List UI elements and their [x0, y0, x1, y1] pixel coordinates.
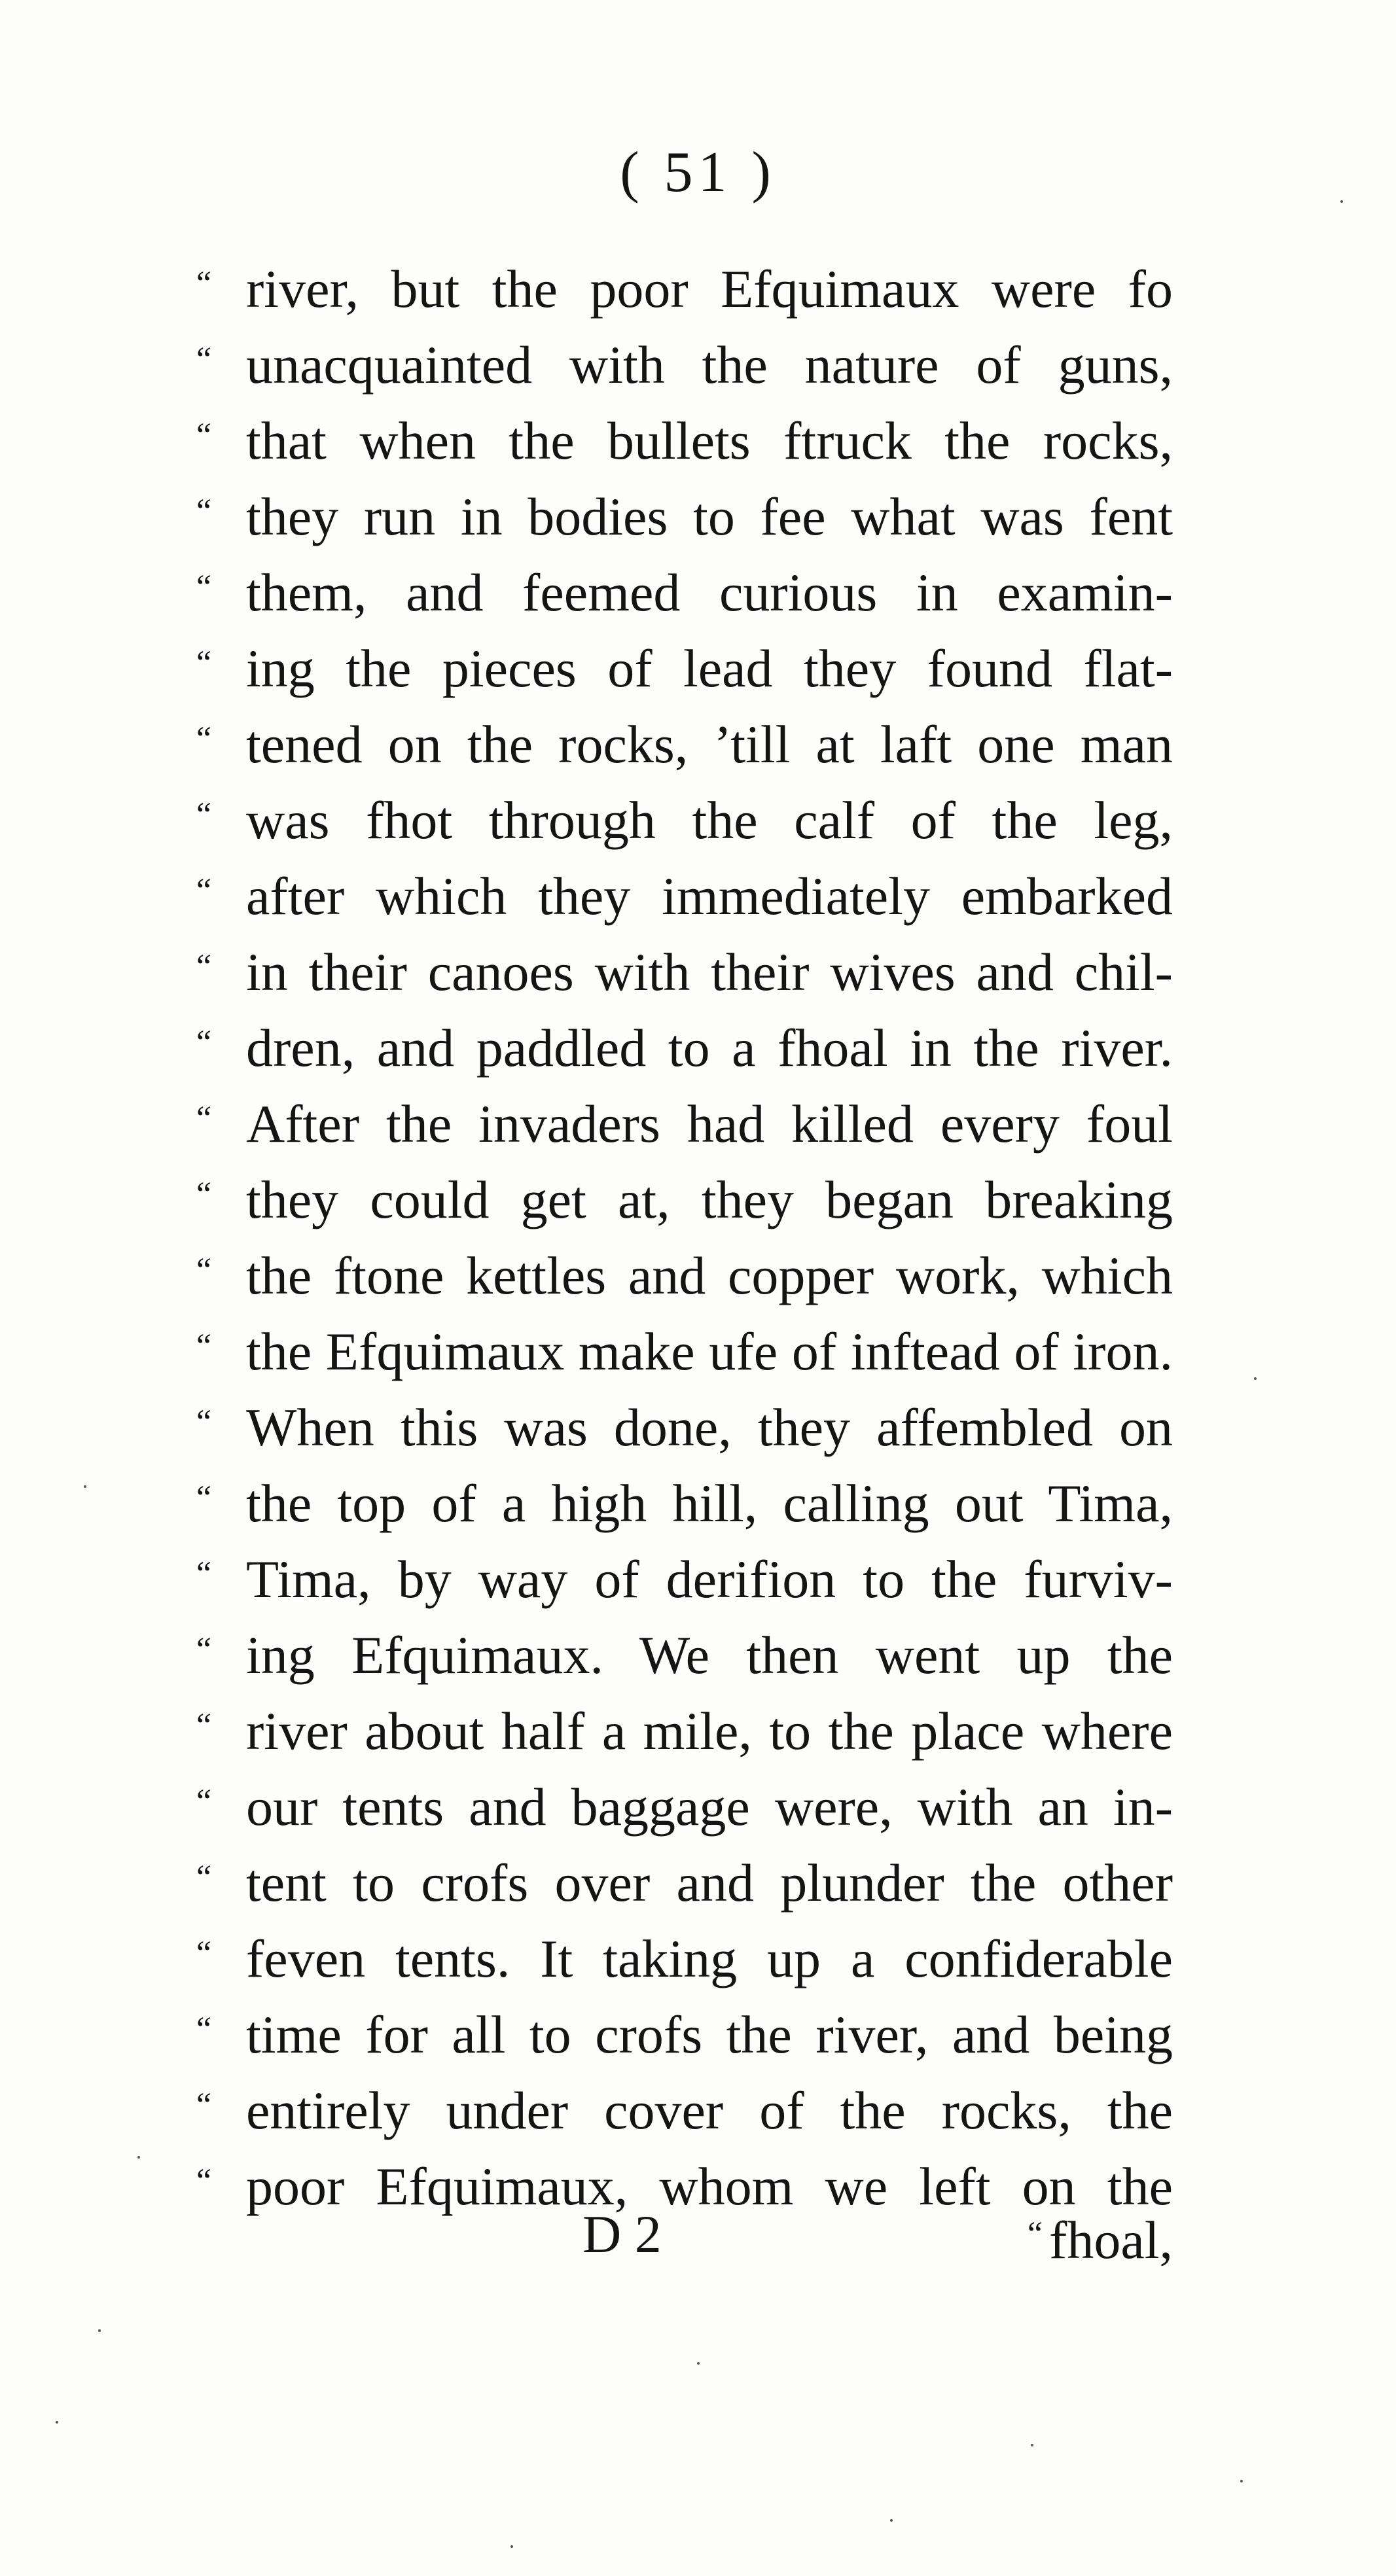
paper-speck — [890, 2519, 893, 2522]
catchword-text: fhoal, — [1049, 2210, 1173, 2270]
paper-speck — [510, 2545, 513, 2548]
line-text: feven tents. It taking up a confiderable — [246, 1929, 1173, 1988]
line-text: ing Efquimaux. We then went up the — [246, 1625, 1173, 1685]
quote-mark: “ — [196, 569, 212, 606]
line-text: Tima, by way of derifion to the furviv- — [246, 1549, 1173, 1609]
line-text: time for all to crofs the river, and being — [246, 2005, 1173, 2064]
text-line — [196, 479, 1173, 555]
line-text: they run in bodies to fee what was fent — [246, 487, 1173, 546]
text-line — [196, 783, 1173, 858]
catchword — [1028, 2198, 1173, 2276]
quote-mark: “ — [196, 948, 212, 985]
body-text — [196, 251, 1173, 2225]
quote-mark: “ — [196, 872, 212, 909]
line-text: dren, and paddled to a fhoal in the river. — [246, 1018, 1173, 1078]
text-line — [196, 1390, 1173, 1466]
line-text: tened on the rocks, ’till at laft one man — [246, 715, 1173, 774]
quote-mark: “ — [196, 1631, 212, 1668]
line-text: that when the bullets ftruck the rocks, — [246, 411, 1173, 470]
text-line — [196, 1010, 1173, 1086]
text-line — [196, 934, 1173, 1010]
text-line — [196, 1466, 1173, 1542]
paper-speck — [1254, 1377, 1257, 1380]
line-text: the top of a high hill, calling out Tima, — [246, 1473, 1173, 1533]
text-line — [196, 1693, 1173, 1769]
text-line — [196, 555, 1173, 631]
paper-speck — [137, 2156, 140, 2159]
text-line — [196, 1921, 1173, 1997]
paper-speck — [697, 2362, 700, 2365]
quote-mark: “ — [196, 644, 212, 682]
line-text: they could get at, they began breaking — [246, 1170, 1173, 1229]
signature-mark: D 2 — [582, 2204, 662, 2264]
text-line — [196, 1238, 1173, 1314]
text-line — [196, 2073, 1173, 2149]
line-text: entirely under cover of the rocks, the — [246, 2081, 1173, 2140]
paper-speck — [56, 2421, 58, 2424]
text-line — [196, 1086, 1173, 1162]
text-line — [196, 1997, 1173, 2073]
line-text: the Efquimaux make ufe of inftead of iron. — [246, 1322, 1173, 1381]
quote-mark: “ — [196, 796, 212, 834]
page-footer — [196, 2198, 1173, 2270]
line-text: When this was done, they affembled on — [246, 1398, 1173, 1457]
text-line — [196, 1769, 1173, 1845]
line-text: ing the pieces of lead they found flat- — [246, 639, 1173, 698]
line-text: in their canoes with their wives and chil- — [246, 942, 1173, 1002]
quote-mark: “ — [196, 1859, 212, 1896]
line-text: After the invaders had killed every foul — [246, 1094, 1173, 1154]
text-line — [196, 1314, 1173, 1390]
quote-mark: “ — [196, 2011, 212, 2048]
paper-speck — [98, 2329, 101, 2332]
quote-mark: “ — [196, 493, 212, 530]
text-line — [196, 1617, 1173, 1693]
text-line — [196, 1542, 1173, 1617]
quote-mark: “ — [196, 1783, 212, 1820]
quote-mark: “ — [196, 1935, 212, 1972]
quote-mark: “ — [196, 417, 212, 454]
text-line — [196, 251, 1173, 327]
line-text: them, and feemed curious in examin- — [246, 563, 1173, 622]
quote-mark: “ — [196, 341, 212, 378]
line-text: river, but the poor Efquimaux were fo — [246, 259, 1173, 319]
quote-mark: “ — [196, 265, 212, 302]
line-text: the ftone kettles and copper work, which — [246, 1246, 1173, 1305]
text-line — [196, 707, 1173, 783]
quote-mark: “ — [196, 1555, 212, 1593]
page-number: ( 51 ) — [620, 141, 776, 204]
text-line — [196, 327, 1173, 403]
quote-mark: “ — [196, 1479, 212, 1517]
text-line — [196, 1162, 1173, 1238]
quote-mark: “ — [196, 1024, 212, 1061]
quote-mark: “ — [196, 2162, 212, 2200]
line-text: after which they immediately embarked — [246, 866, 1173, 926]
text-line — [196, 403, 1173, 479]
line-text: unacquainted with the nature of guns, — [246, 335, 1173, 395]
quote-mark: “ — [196, 1176, 212, 1213]
quote-mark: “ — [196, 1403, 212, 1441]
quote-mark: “ — [196, 1328, 212, 1365]
line-text: was fhot through the calf of the leg, — [246, 790, 1173, 850]
line-text: our tents and baggage were, with an in- — [246, 1777, 1173, 1837]
line-text: poor Efquimaux, whom we left on the — [246, 2157, 1173, 2216]
text-line — [196, 1845, 1173, 1921]
paper-speck — [1340, 200, 1343, 203]
quote-mark: “ — [196, 720, 212, 758]
line-text: river about half a mile, to the place where — [246, 1701, 1173, 1761]
quote-mark: “ — [196, 2087, 212, 2124]
quote-mark: “ — [196, 1707, 212, 1744]
line-text: tent to crofs over and plunder the other — [246, 1853, 1173, 1913]
quote-mark: “ — [196, 1100, 212, 1137]
text-line — [196, 631, 1173, 707]
quote-mark: “ — [196, 1252, 212, 1289]
paper-speck — [1031, 2444, 1033, 2446]
quote-mark: “ — [1027, 2215, 1043, 2253]
paper-speck — [1240, 2480, 1243, 2482]
text-line — [196, 858, 1173, 934]
paper-speck — [84, 1485, 86, 1488]
